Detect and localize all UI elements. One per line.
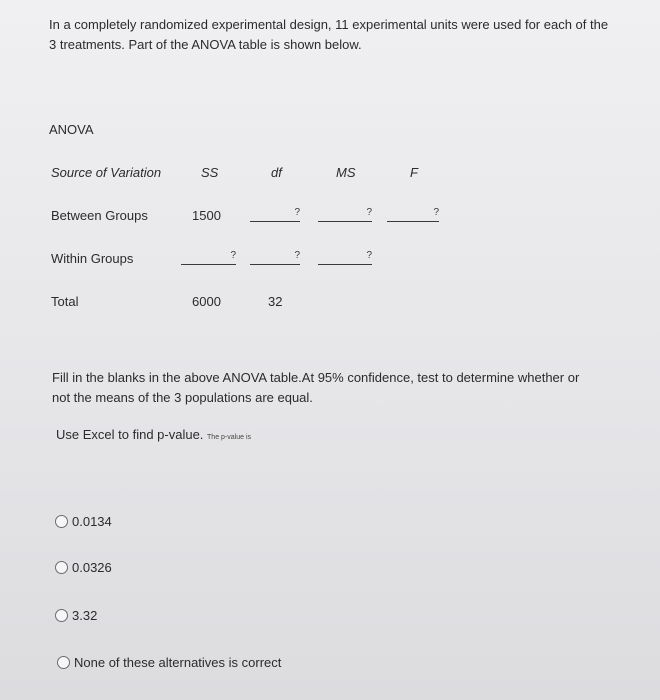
header-ms: MS xyxy=(336,165,356,180)
radio-circle-icon[interactable] xyxy=(55,515,68,528)
total-df: 32 xyxy=(268,294,283,309)
anova-title: ANOVA xyxy=(49,122,94,137)
excel-small-text: The p-value is xyxy=(207,434,251,441)
header-f: F xyxy=(410,165,418,180)
header-ss: SS xyxy=(201,165,219,180)
excel-prompt-line xyxy=(56,427,251,442)
radio-circle-icon[interactable] xyxy=(55,609,68,622)
row-label-between: Between Groups xyxy=(51,208,148,223)
between-df-blank: ? xyxy=(250,205,300,222)
option-1[interactable] xyxy=(55,514,112,529)
radio-circle-icon[interactable] xyxy=(55,561,68,574)
within-ms-blank: ? xyxy=(318,248,372,265)
between-ms-blank: ? xyxy=(318,205,372,222)
option-label: 3.32 xyxy=(72,608,98,623)
option-label: 0.0134 xyxy=(72,514,112,529)
within-df-blank: ? xyxy=(250,248,300,265)
between-ss: 1500 xyxy=(192,208,221,223)
radio-circle-icon[interactable] xyxy=(57,656,70,669)
option-2[interactable] xyxy=(55,560,112,575)
within-ss-blank: ? xyxy=(181,248,236,265)
header-source: Source of Variation xyxy=(51,165,162,180)
excel-prompt: Use Excel to find p-value. xyxy=(56,427,204,442)
between-f-blank: ? xyxy=(387,205,439,222)
header-df: df xyxy=(271,165,282,180)
question-intro: In a completely randomized experimental design, 11 experimental units were used for each of the 3 treatments. Part of the ANOVA table is shown below. xyxy=(49,17,609,52)
total-ss: 6000 xyxy=(192,294,221,309)
row-label-within: Within Groups xyxy=(51,251,134,266)
instructions: Fill in the blanks in the above ANOVA table.At 95% confidence, test to determine whether or not the means of the 3 populations are equal. xyxy=(52,370,580,405)
option-4[interactable] xyxy=(57,655,281,670)
option-label: 0.0326 xyxy=(72,560,112,575)
row-label-total: Total xyxy=(51,294,79,309)
option-3[interactable] xyxy=(55,608,97,623)
option-label: None of these alternatives is correct xyxy=(74,655,282,670)
